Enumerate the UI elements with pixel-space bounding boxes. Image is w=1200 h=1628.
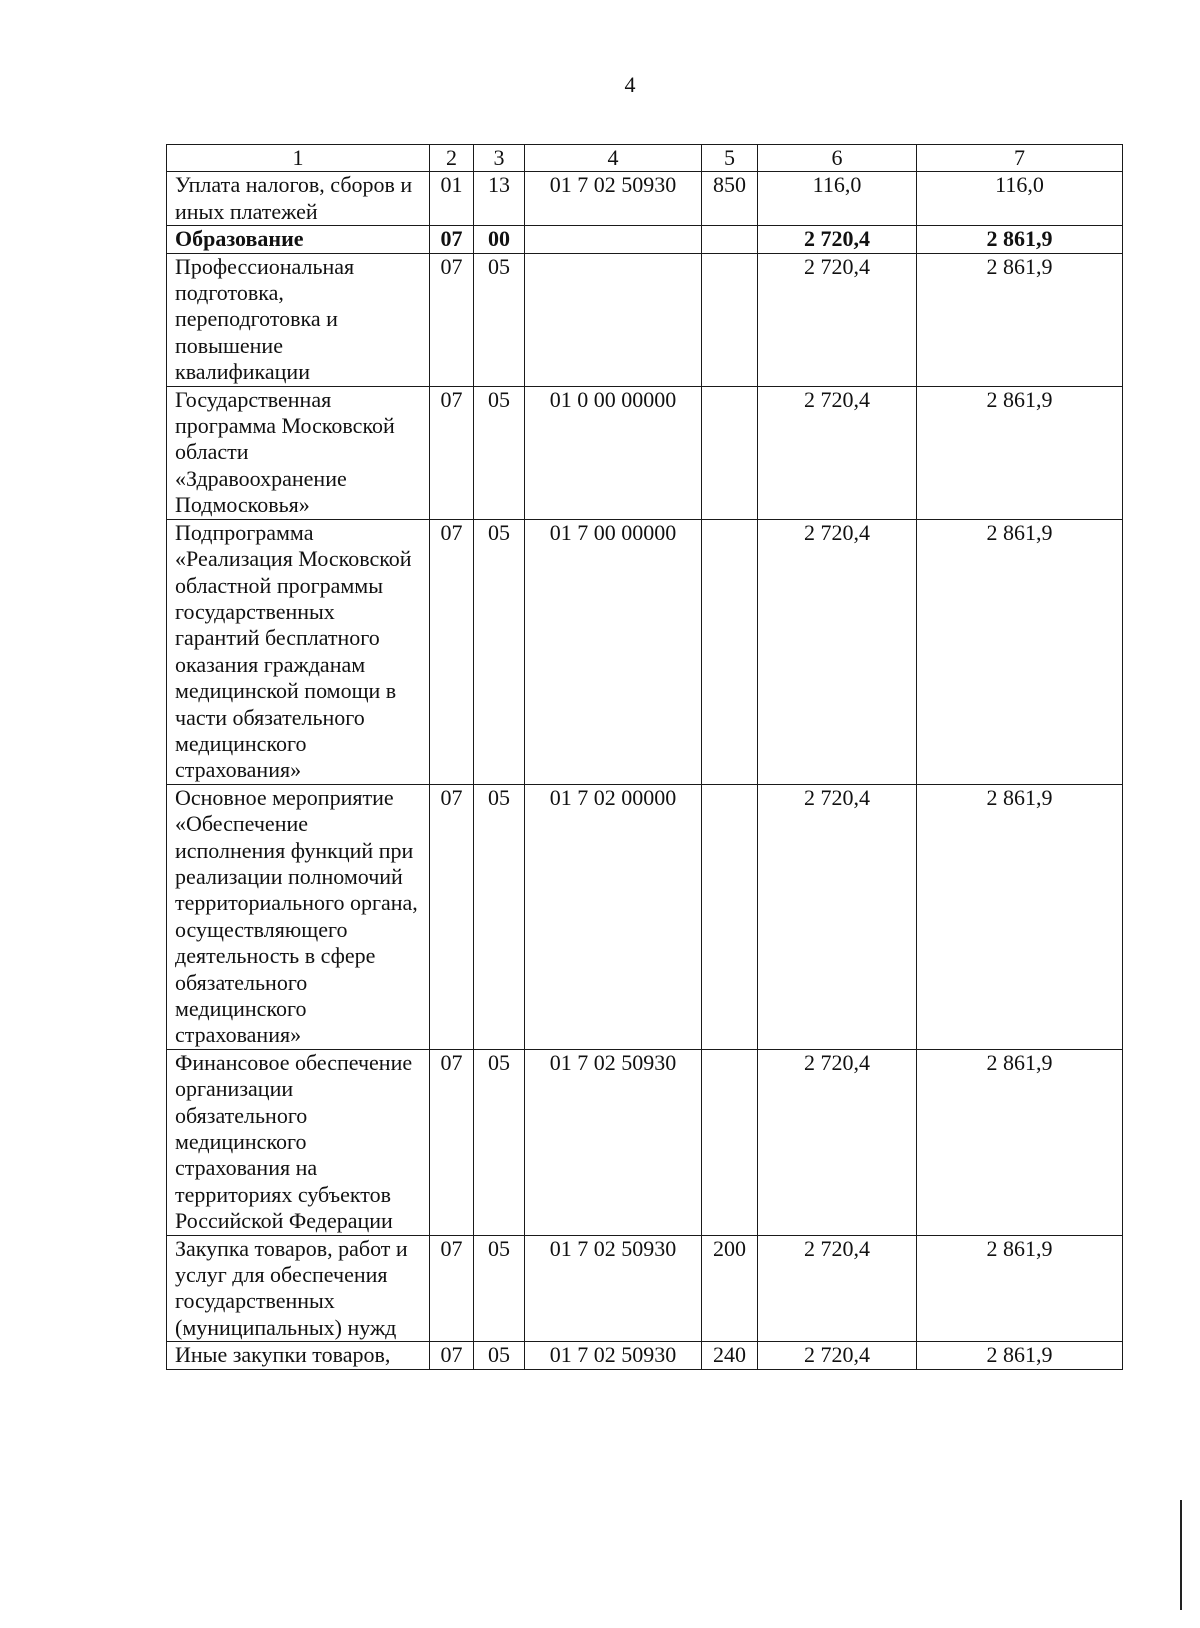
row-name-cell: Основное мероприятие «Обеспечение исполнения функций при реализации полномочий территориального органа, осуществляющего деятельность в сфере обязательного медицинского страхования» xyxy=(167,784,430,1049)
row-csr-cell: 01 0 00 00000 xyxy=(525,386,702,519)
header-cell-section: 2 xyxy=(430,145,474,172)
table-row xyxy=(167,386,1123,519)
row-csr-cell: 01 7 02 50930 xyxy=(525,172,702,226)
row-csr-cell: 01 7 02 00000 xyxy=(525,784,702,1049)
row-year1-amount-cell: 2 720,4 xyxy=(758,784,917,1049)
row-vr-cell: 240 xyxy=(702,1342,758,1369)
row-year1-amount-cell: 2 720,4 xyxy=(758,253,917,386)
row-year2-amount-cell: 2 861,9 xyxy=(917,1342,1123,1369)
row-vr-cell xyxy=(702,226,758,253)
row-name-cell: Уплата налогов, сборов и иных платежей xyxy=(167,172,430,226)
table-row xyxy=(167,226,1123,253)
row-csr-cell: 01 7 00 00000 xyxy=(525,519,702,784)
row-subsection-cell: 05 xyxy=(474,253,525,386)
row-name-cell: Образование xyxy=(167,226,430,253)
scan-edge-mark xyxy=(1180,1500,1182,1610)
row-year2-amount-cell: 2 861,9 xyxy=(917,1235,1123,1342)
row-csr-cell xyxy=(525,226,702,253)
row-year2-amount-cell: 2 861,9 xyxy=(917,784,1123,1049)
row-subsection-cell: 05 xyxy=(474,784,525,1049)
row-year2-amount-cell: 2 861,9 xyxy=(917,386,1123,519)
row-year2-amount-cell: 2 861,9 xyxy=(917,1049,1123,1235)
table-row xyxy=(167,784,1123,1049)
row-name-cell: Профессиональная подготовка, переподготовка и повышение квалификации xyxy=(167,253,430,386)
table-row xyxy=(167,172,1123,226)
row-year2-amount-cell: 2 861,9 xyxy=(917,519,1123,784)
table-row xyxy=(167,253,1123,386)
row-subsection-cell: 13 xyxy=(474,172,525,226)
row-year1-amount-cell: 116,0 xyxy=(758,172,917,226)
row-vr-cell xyxy=(702,253,758,386)
table-row xyxy=(167,1049,1123,1235)
row-name-cell: Закупка товаров, работ и услуг для обеспечения государственных (муниципальных) нужд xyxy=(167,1235,430,1342)
row-year2-amount-cell: 116,0 xyxy=(917,172,1123,226)
header-cell-year2: 7 xyxy=(917,145,1123,172)
row-year1-amount-cell: 2 720,4 xyxy=(758,386,917,519)
row-csr-cell: 01 7 02 50930 xyxy=(525,1049,702,1235)
row-subsection-cell: 05 xyxy=(474,1049,525,1235)
table-row xyxy=(167,519,1123,784)
row-subsection-cell: 05 xyxy=(474,386,525,519)
header-cell-subsection: 3 xyxy=(474,145,525,172)
table-row xyxy=(167,1342,1123,1369)
row-year2-amount-cell: 2 861,9 xyxy=(917,226,1123,253)
row-year1-amount-cell: 2 720,4 xyxy=(758,226,917,253)
row-section-cell: 07 xyxy=(430,253,474,386)
row-csr-cell xyxy=(525,253,702,386)
table-row xyxy=(167,1235,1123,1342)
row-section-cell: 07 xyxy=(430,784,474,1049)
row-subsection-cell: 00 xyxy=(474,226,525,253)
row-year1-amount-cell: 2 720,4 xyxy=(758,1049,917,1235)
page-number: 4 xyxy=(624,72,636,97)
row-section-cell: 01 xyxy=(430,172,474,226)
row-csr-cell: 01 7 02 50930 xyxy=(525,1342,702,1369)
row-section-cell: 07 xyxy=(430,226,474,253)
row-section-cell: 07 xyxy=(430,1342,474,1369)
row-year2-amount-cell: 2 861,9 xyxy=(917,253,1123,386)
row-name-cell: Подпрограмма «Реализация Московской областной программы государственных гарантий бесплатного оказания гражданам медицинской помощи в части обязательного медицинского страхования» xyxy=(167,519,430,784)
row-name-cell: Иные закупки товаров, xyxy=(167,1342,430,1369)
row-subsection-cell: 05 xyxy=(474,1342,525,1369)
row-vr-cell xyxy=(702,519,758,784)
row-name-cell: Финансовое обеспечение организации обязательного медицинского страхования на территориях субъектов Российской Федерации xyxy=(167,1049,430,1235)
header-cell-vr: 5 xyxy=(702,145,758,172)
row-vr-cell xyxy=(702,386,758,519)
row-csr-cell: 01 7 02 50930 xyxy=(525,1235,702,1342)
row-vr-cell xyxy=(702,784,758,1049)
row-vr-cell xyxy=(702,1049,758,1235)
row-section-cell: 07 xyxy=(430,1049,474,1235)
header-cell-csr: 4 xyxy=(525,145,702,172)
row-year1-amount-cell: 2 720,4 xyxy=(758,519,917,784)
header-cell-name: 1 xyxy=(167,145,430,172)
row-year1-amount-cell: 2 720,4 xyxy=(758,1342,917,1369)
header-cell-year1: 6 xyxy=(758,145,917,172)
row-section-cell: 07 xyxy=(430,1235,474,1342)
row-section-cell: 07 xyxy=(430,386,474,519)
row-year1-amount-cell: 2 720,4 xyxy=(758,1235,917,1342)
row-subsection-cell: 05 xyxy=(474,1235,525,1342)
budget-table xyxy=(166,144,1123,1370)
row-subsection-cell: 05 xyxy=(474,519,525,784)
row-vr-cell: 850 xyxy=(702,172,758,226)
row-name-cell: Государственная программа Московской области «Здравоохранение Подмосковья» xyxy=(167,386,430,519)
row-section-cell: 07 xyxy=(430,519,474,784)
row-vr-cell: 200 xyxy=(702,1235,758,1342)
table-header-row xyxy=(167,145,1123,172)
